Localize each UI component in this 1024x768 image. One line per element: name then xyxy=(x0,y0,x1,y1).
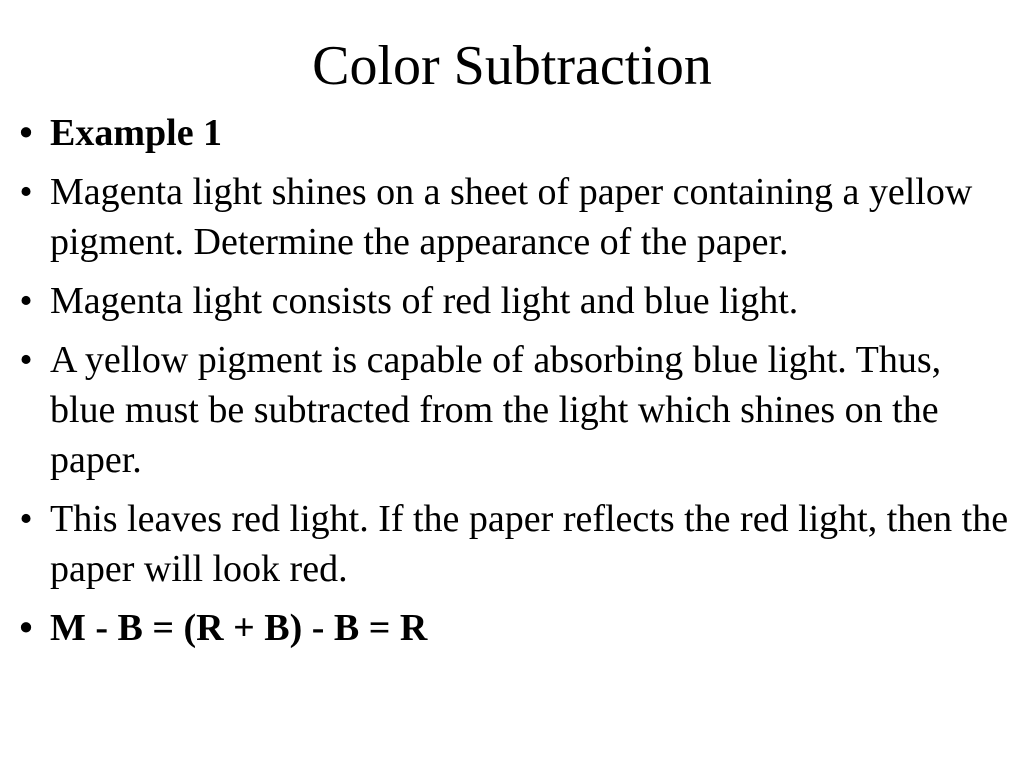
bullet-item-result-red xyxy=(14,494,1014,594)
bullet-item-problem xyxy=(14,167,1014,267)
bullet-dot-icon: • xyxy=(19,339,33,381)
bullet-text: A yellow pigment is capable of absorbing blue light. Thus, blue must be subtracted from the light which shines on the paper. xyxy=(50,339,942,481)
bullet-item-magenta-composition xyxy=(14,276,1014,326)
bullet-text: Magenta light consists of red light and blue light. xyxy=(50,280,799,322)
bullet-dot-icon: • xyxy=(19,280,33,322)
bullet-text: Example 1 xyxy=(50,112,223,154)
bullet-dot-icon: • xyxy=(19,171,33,213)
bullet-item-yellow-absorbs-blue xyxy=(14,335,1014,485)
bullet-text: M - B = (R + B) - B = R xyxy=(50,607,428,649)
slide-title: Color Subtraction xyxy=(312,35,712,97)
bullet-item-equation xyxy=(14,603,1014,653)
bullet-dot-icon: • xyxy=(19,498,33,540)
bullet-list xyxy=(14,108,1014,662)
bullet-dot-icon: • xyxy=(19,607,33,649)
bullet-item-example-heading xyxy=(14,108,1014,158)
bullet-text: This leaves red light. If the paper reflects the red light, then the paper will look red. xyxy=(50,498,1009,590)
bullet-dot-icon: • xyxy=(19,112,33,154)
bullet-text: Magenta light shines on a sheet of paper containing a yellow pigment. Determine the appearance of the paper. xyxy=(50,171,973,263)
